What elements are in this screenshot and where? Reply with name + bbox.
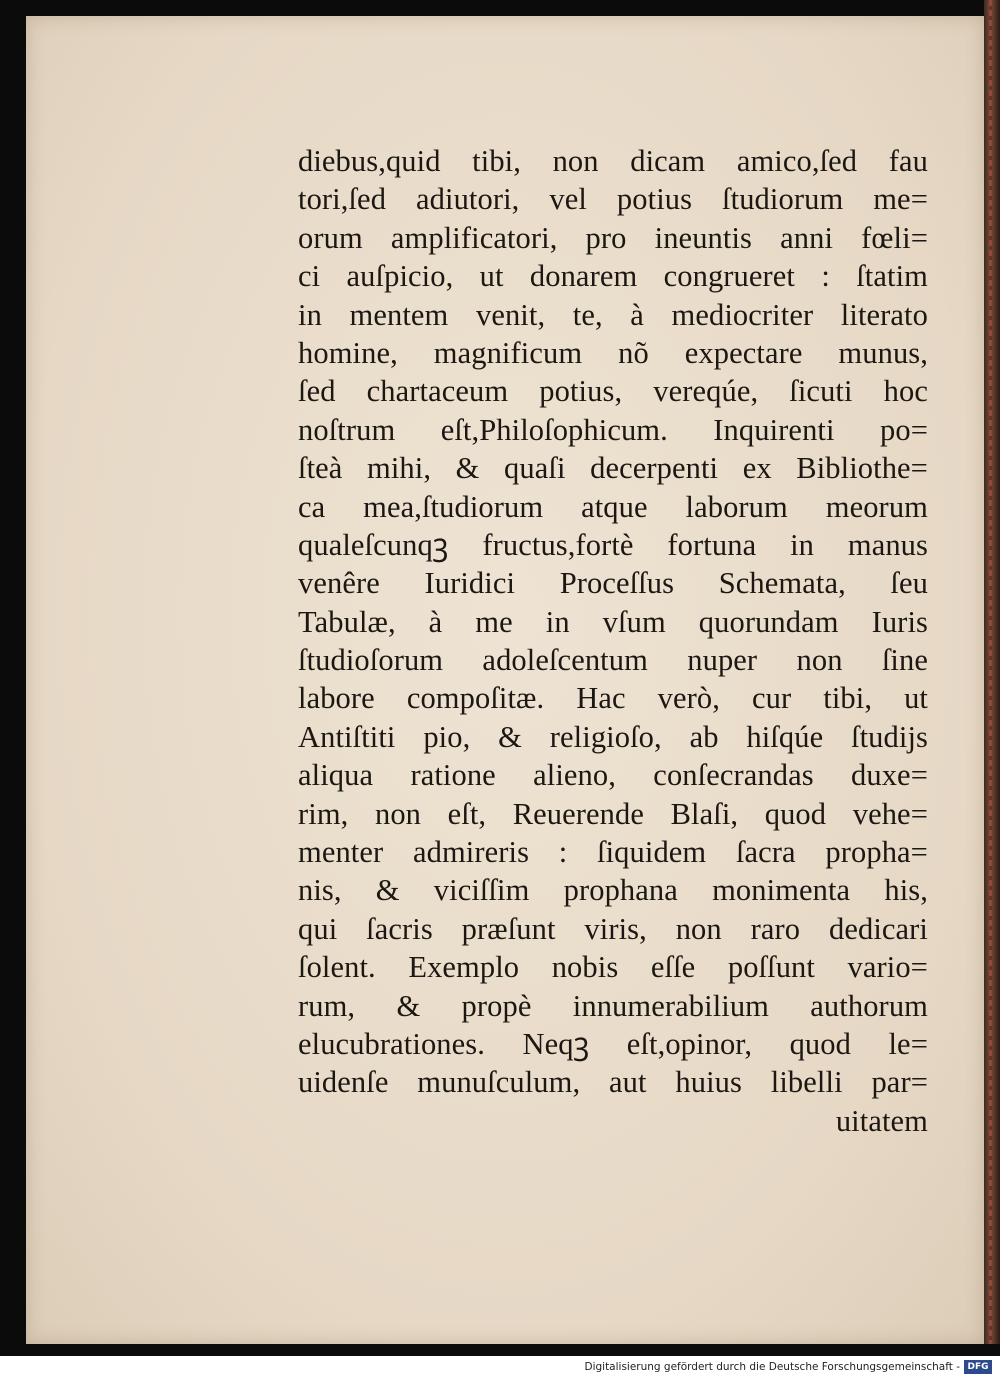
- text-line: orum amplificatori, pro ineuntis anni fœli=: [298, 220, 928, 255]
- text-line: ca mea,ſtudiorum atque laborum meorum: [298, 489, 928, 524]
- text-line: nis, & viciſſim prophana monimenta his,: [298, 873, 928, 908]
- text-line: Antiſtiti pio, & religioſo, ab hiſqúe ſtudijs: [298, 719, 928, 754]
- footer-bar: [0, 1356, 1000, 1378]
- text-line: diebus,quid tibi, non dicam amico,ſed fau: [298, 144, 928, 178]
- text-line: menter admireris : ſiquidem ſacra propha=: [298, 835, 928, 870]
- text-line: venêre Iuridici Proceſſus Schemata, ſeu: [298, 566, 928, 601]
- text-line: ſtudioſorum adoleſcentum nuper non ſine: [298, 643, 928, 678]
- text-line: ſteà mihi, & quaſi decerpenti ex Bibliothe=: [298, 451, 928, 486]
- text-line: in mentem venit, te, à mediocriter literato: [298, 297, 928, 332]
- text-line: ſed chartaceum potius, vereqúe, ſicuti hoc: [298, 374, 928, 409]
- text-line: uidenſe munuſculum, aut huius libelli par=: [298, 1065, 928, 1100]
- book-spine-edge: [984, 0, 1000, 1344]
- text-line: aliqua ratione alieno, conſecrandas duxe=: [298, 758, 928, 793]
- text-line: rim, non eſt, Reuerende Blaſi, quod vehe=: [298, 796, 928, 831]
- dfg-logo-icon: DFG: [964, 1360, 992, 1374]
- text-line: elucubrationes. Neqꝫ eſt,opinor, quod le=: [298, 1026, 928, 1061]
- text-line: ci auſpicio, ut donarem congrueret : ſtatim: [298, 259, 928, 294]
- text-line: ſolent. Exemplo nobis eſſe poſſunt vario=: [298, 950, 928, 985]
- text-line: labore compoſitæ. Hac verò, cur tibi, ut: [298, 681, 928, 716]
- text-line: qui ſacris præſunt viris, non raro dedicari: [298, 911, 928, 946]
- text-line: noſtrum eſt,Philoſophicum. Inquirenti po=: [298, 412, 928, 447]
- book-page: [26, 16, 984, 1344]
- text-line: tori,ſed adiutori, vel potius ſtudiorum me=: [298, 182, 928, 217]
- text-line: homine, magnificum nõ expectare munus,: [298, 335, 928, 370]
- text-line: qualeſcunqꝫ fructus,fortè fortuna in manus: [298, 527, 928, 562]
- text-line: rum, & propè innumerabilium authorum: [298, 988, 928, 1023]
- catchword: uitatem: [835, 1103, 928, 1138]
- text-line: Tabulæ, à me in vſum quorundam Iuris: [298, 604, 928, 639]
- page-text-block: [298, 142, 928, 1140]
- funding-credit: Digitalisierung gefördert durch die Deutsche Forschungsgemeinschaft -: [584, 1361, 960, 1373]
